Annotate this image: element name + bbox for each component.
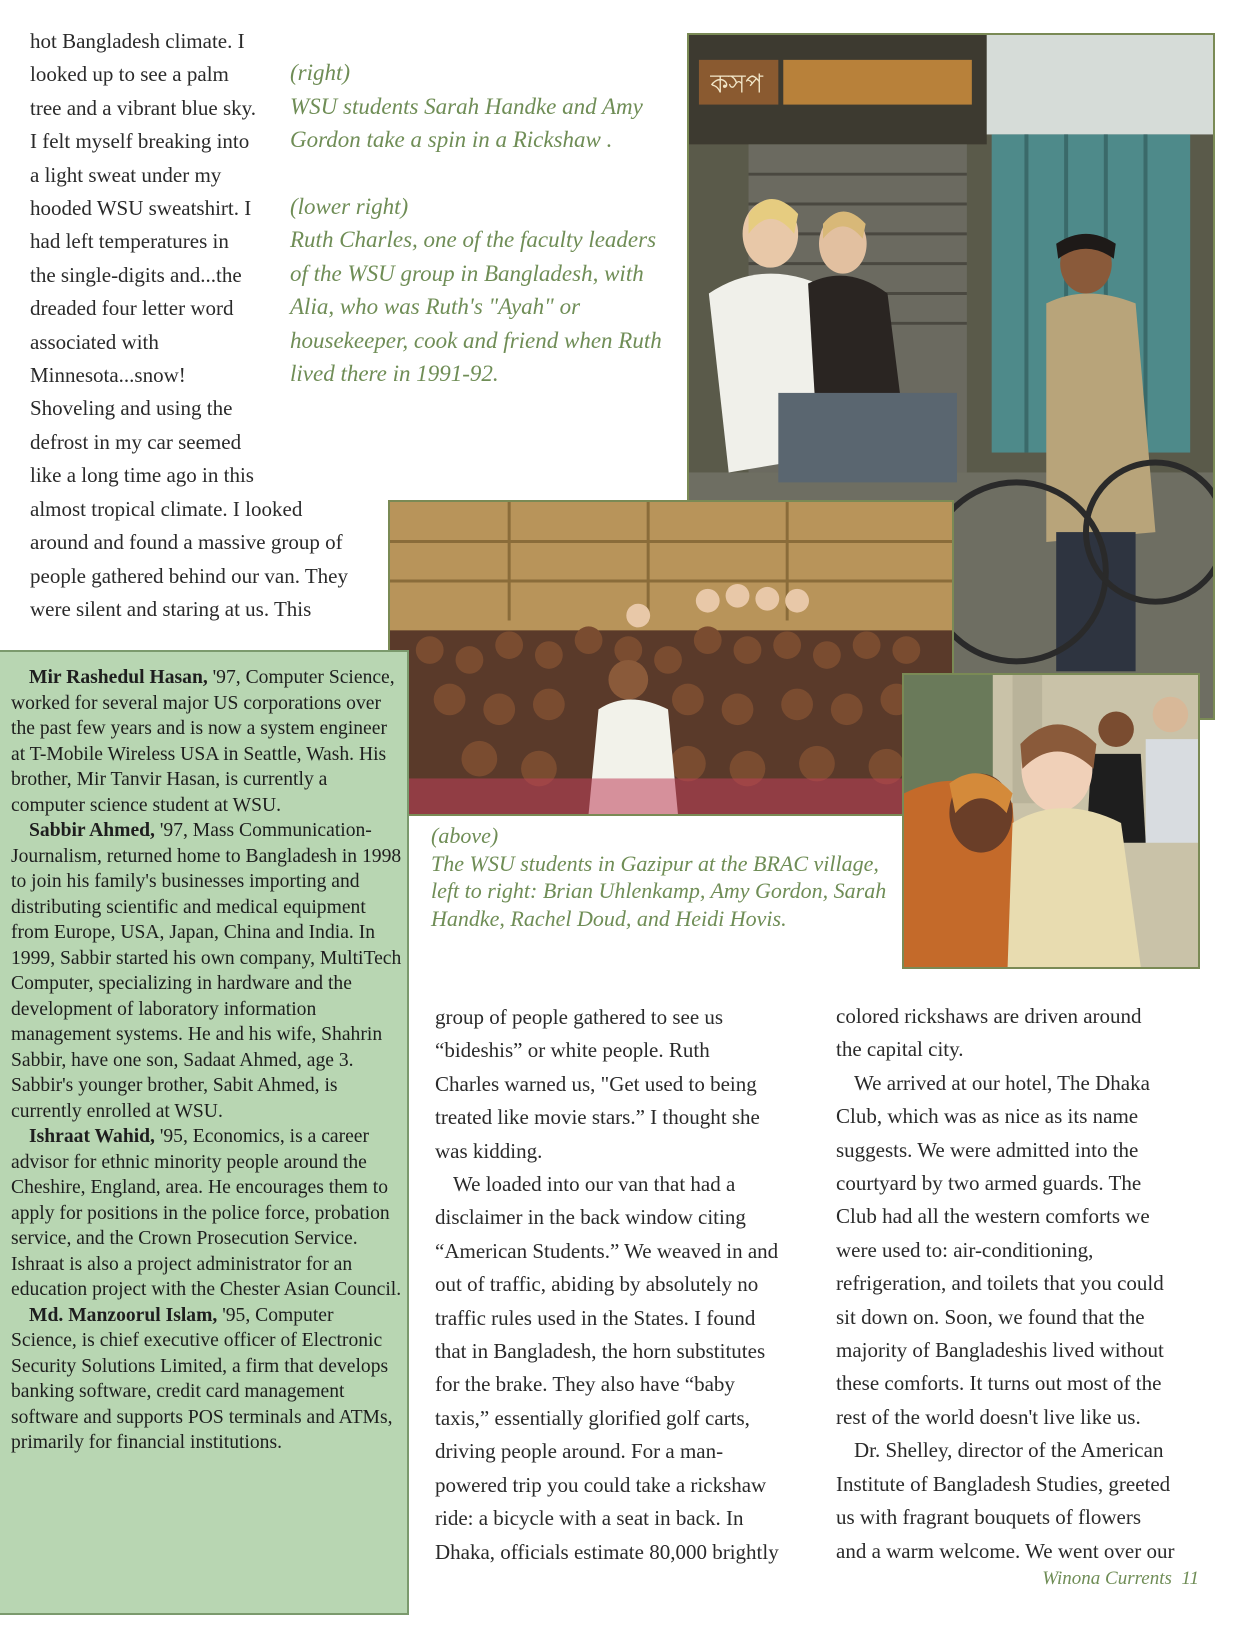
caption-rickshaw-and-ruth xyxy=(290,56,670,391)
caption-lower-right-text: Ruth Charles, one of the faculty leaders of the WSU group in Bangladesh, with Alia, who was Ruth's "Ayah" or housekeeper, cook and friend when Ruth lived there in 1991-92. xyxy=(290,227,662,386)
article-line: “American Students.” We weaved in and xyxy=(435,1238,779,1263)
middle-column xyxy=(435,1001,815,1569)
article-line: courtyard by two armed guards. The xyxy=(836,1171,1142,1196)
article-line: majority of Bangladeshis lived without xyxy=(836,1338,1164,1363)
article-line: was kidding. xyxy=(435,1138,543,1163)
article-line: Institute of Bangladesh Studies, greeted xyxy=(836,1471,1171,1496)
alumni-entry xyxy=(11,665,403,818)
left-column-line: tree and a vibrant blue sky. xyxy=(30,95,257,120)
left-column-line: dreaded four letter word xyxy=(30,296,234,321)
article-paragraph xyxy=(435,1168,815,1569)
alumni-bio: '97, Computer Science, worked for several major US corporations over the past few years and is now a system engineer at T-Mobile Wireless USA in Seattle, Wash. His brother, Mir Tanvir Hasan, is currently a computer science student at WSU. xyxy=(11,667,395,816)
article-line: treated like movie stars.” I thought she xyxy=(435,1105,760,1130)
article-line: ride: a bicycle with a seat in back. In xyxy=(435,1506,744,1531)
caption-right-label: (right) xyxy=(290,60,351,85)
article-line: were used to: air-conditioning, xyxy=(836,1237,1094,1262)
caption-gazipur xyxy=(431,822,901,932)
left-column-line: Shoveling and using the xyxy=(30,396,233,421)
article-line: “bideshis” or white people. Ruth xyxy=(435,1038,710,1063)
article-line: these comforts. It turns out most of the xyxy=(836,1371,1162,1396)
left-column-line: almost tropical climate. I looked xyxy=(30,496,303,521)
page-footer xyxy=(1042,1568,1199,1590)
article-line: that in Bangladesh, the horn substitutes xyxy=(435,1339,766,1364)
article-line: colored rickshaws are driven around xyxy=(836,1004,1142,1028)
article-line: disclaimer in the back window citing xyxy=(435,1205,746,1230)
article-line: We loaded into our van that had a xyxy=(453,1172,736,1197)
alumni-entry xyxy=(11,1303,403,1456)
article-paragraph xyxy=(836,1434,1216,1568)
ruth-and-alia-photo xyxy=(902,673,1200,969)
alumni-name: Ishraat Wahid, xyxy=(29,1126,155,1147)
article-line: taxis,” essentially glorified golf carts, xyxy=(435,1405,750,1430)
article-line: the capital city. xyxy=(836,1037,964,1062)
article-paragraph xyxy=(836,1067,1216,1434)
article-line: We arrived at our hotel, The Dhaka xyxy=(854,1070,1150,1095)
left-column-line: associated with xyxy=(30,329,159,354)
article-line: Charles warned us, "Get used to being xyxy=(435,1071,757,1096)
left-column-line: people gathered behind our van. They xyxy=(30,563,349,588)
article-line: group of people gathered to see us xyxy=(435,1005,724,1029)
article-line: suggests. We were admitted into the xyxy=(836,1137,1139,1162)
caption-above-label: (above) xyxy=(431,823,499,848)
left-column-line: hooded WSU sweatshirt. I xyxy=(30,196,252,221)
left-column-line: looked up to see a palm xyxy=(30,62,229,87)
left-column-line: a light sweat under my xyxy=(30,162,222,187)
alumni-name: Mir Rashedul Hasan, xyxy=(29,667,208,688)
alumni-entry xyxy=(11,1124,403,1303)
article-line: refrigeration, and toilets that you could xyxy=(836,1271,1164,1296)
alumni-sidebar-text xyxy=(11,665,403,1456)
caption-right-text: WSU students Sarah Handke and Amy Gordon take a spin in a Rickshaw . xyxy=(290,93,643,152)
left-column-line: I felt myself breaking into xyxy=(30,129,250,154)
left-column-line: had left temperatures in xyxy=(30,229,229,254)
article-line: traffic rules used in the States. I found xyxy=(435,1305,756,1330)
left-column-line: were silent and staring at us. This xyxy=(30,596,312,621)
caption-above-text: The WSU students in Gazipur at the BRAC village, left to right: Brian Uhlenkamp, Amy Gordon, Sarah Handke, Rachel Doud, and Heidi Hovis. xyxy=(431,850,887,931)
alumni-name: Sabbir Ahmed, xyxy=(29,820,155,841)
article-line: sit down on. Soon, we found that the xyxy=(836,1304,1145,1329)
article-paragraph xyxy=(435,1001,815,1168)
article-line: out of traffic, abiding by absolutely no xyxy=(435,1272,759,1297)
alumni-bio: '95, Economics, is a career advisor for ethnic minority people around the Cheshire, England, area. He encourages them to apply for positions in the police force, probation service, and the Crown Prosecution Service. Ishraat is also a project administrator for an education project with the Chester Asian Council. xyxy=(11,1126,402,1300)
article-line: rest of the world doesn't live like us. xyxy=(836,1404,1141,1429)
article-line: and a warm welcome. We went over our xyxy=(836,1538,1175,1563)
publication-name: Winona Currents xyxy=(1042,1568,1172,1589)
left-column-line: like a long time ago in this xyxy=(30,463,254,488)
sign-text: কসপ xyxy=(710,69,763,100)
article-line: us with fragrant bouquets of flowers xyxy=(836,1505,1142,1530)
article-line: Club, which was as nice as its name xyxy=(836,1104,1139,1129)
article-line: Dhaka, officials estimate 80,000 brightly xyxy=(435,1539,779,1564)
page-number: 11 xyxy=(1181,1568,1199,1589)
alumni-bio: '95, Computer Science, is chief executive officer of Electronic Security Solutions Limited, a firm that develops banking software, credit card management software and supports POS terminals and ATMs, primarily for financial institutions. xyxy=(11,1304,393,1453)
left-column-line: hot Bangladesh climate. I xyxy=(30,29,245,53)
article-paragraph xyxy=(836,1000,1216,1067)
left-column-line: the single-digits and...the xyxy=(30,262,242,287)
left-column-line: around and found a massive group of xyxy=(30,530,343,555)
article-line: powered trip you could take a rickshaw xyxy=(435,1472,767,1497)
left-column-line: Minnesota...snow! xyxy=(30,363,186,388)
right-column xyxy=(836,1000,1216,1568)
gazipur-group-photo xyxy=(388,500,954,816)
left-column-line: defrost in my car seemed xyxy=(30,429,242,454)
gazipur-group-photo-art xyxy=(390,502,952,814)
ruth-and-alia-photo-art xyxy=(904,675,1198,967)
alumni-bio: '97, Mass Communication-Journalism, returned home to Bangladesh in 1998 to join his family's businesses importing and distributing scientific and medical equipment from Europe, USA, Japan, China and India. In 1999, Sabbir started his own company, MultiTech Computer, specializing in hardware and the development of laboratory information management systems. He and his wife, Shahrin Sabbir, have one son, Sadaat Ahmed, age 3. Sabbir's younger brother, Sabit Ahmed, is currently enrolled at WSU. xyxy=(11,820,402,1122)
alumni-entry xyxy=(11,818,403,1124)
article-line: Club had all the western comforts we xyxy=(836,1204,1150,1229)
caption-lower-right-label: (lower right) xyxy=(290,193,409,219)
article-line: for the brake. They also have “baby xyxy=(435,1372,735,1397)
article-line: driving people around. For a man- xyxy=(435,1439,724,1464)
alumni-name: Md. Manzoorul Islam, xyxy=(29,1304,218,1326)
article-line: Dr. Shelley, director of the American xyxy=(854,1438,1164,1463)
